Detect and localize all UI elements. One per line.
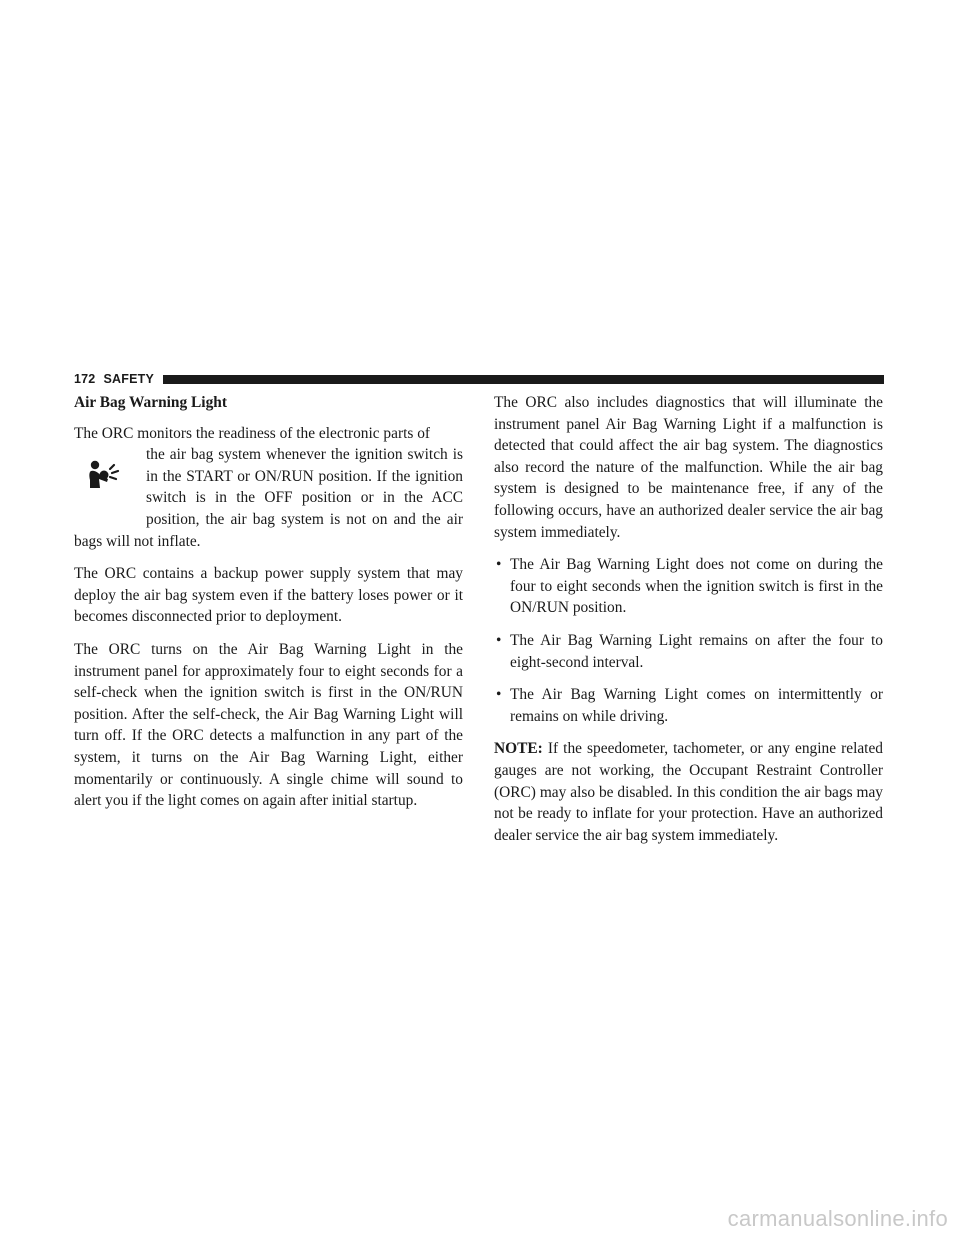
bullet-marker: • [496,686,502,704]
bullet-marker: • [496,631,502,649]
bullet-list [494,554,883,727]
paragraph-backup-power: The ORC contains a backup power supply system that may deploy the air bag system even if the battery loses power or it becomes disconnected prior to deployment. [74,565,463,626]
page-number: 172 [74,372,96,386]
left-column [74,392,463,823]
note-paragraph [494,738,883,846]
section-title: SAFETY [103,372,154,386]
list-item-text: The Air Bag Warning Light comes on intermittently or remains on while driving. [510,686,883,725]
paragraph-intro-text: the air bag system whenever the ignition switch is in the START or ON/RUN position. If the ignition switch is in the OFF position or in the ACC position, the air bag system is not on and the air bags will not inflate. [74,446,463,550]
note-text: If the speedometer, tachometer, or any engine related gauges are not working, the Occupant Restraint Controller (ORC) may also be disabled. In this condition the air bags may not be ready to inflate for your protection. Have an authorized dealer service the air bag system immediately. [494,740,883,844]
bullet-marker: • [496,556,502,574]
list-item-text: The Air Bag Warning Light does not come on during the four to eight seconds when the ignition switch is first in the ON/RUN position. [510,556,883,617]
list-item [494,630,883,673]
page-header [74,370,884,388]
list-item [494,684,883,727]
list-item-text: The Air Bag Warning Light remains on after the four to eight-second interval. [510,631,883,671]
list-item [494,554,883,619]
paragraph-intro-first-line: The ORC monitors the readiness of the electronic parts of [74,424,431,442]
header-rule [163,375,884,384]
paragraph-intro [74,444,463,552]
paragraph-self-check: The ORC turns on the Air Bag Warning Light in the instrument panel for approximately four to eight seconds for a self-check when the ignition switch is first in the ON/RUN position. After the self-check, the Air Bag Warning Light will turn off. If the ORC detects a malfunction in any part of the system, it turns on the Air Bag Warning Light, either momentarily or continuously. A single chime will sound to alert you if the light comes on again after initial startup. [74,640,463,810]
right-column [494,392,883,857]
section-heading: Air Bag Warning Light [74,394,227,411]
airbag-warning-icon [74,450,134,514]
paragraph-diagnostics: The ORC also includes diagnostics that will illuminate the instrument panel Air Bag Warning Light if a malfunction is detected that could affect the air bag system. The diagnostics also record the nature of the malfunction. While the air bag system is designed to be maintenance free, if any of the following occurs, have an authorized dealer service the air bag system immediately. [494,394,883,541]
note-label: NOTE: [494,740,543,758]
watermark: carmanualsonline.info [727,1206,948,1231]
